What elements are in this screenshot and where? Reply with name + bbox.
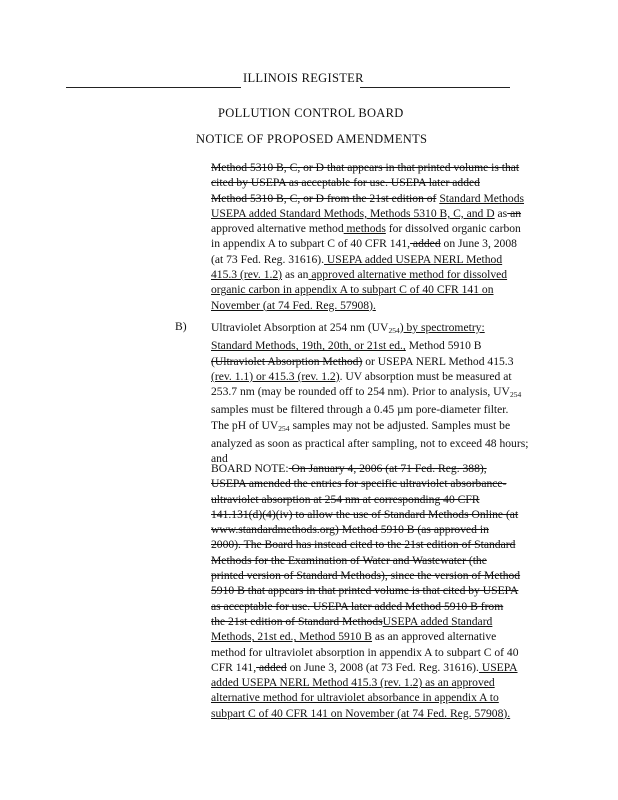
board-name: POLLUTION CONTROL BOARD bbox=[218, 106, 404, 120]
text-line: Methods, 21st ed., Method 5910 B as an approved alternative bbox=[211, 630, 497, 644]
text-line: in appendix A to subpart C of 40 CFR 141, added on June 3, 2008 bbox=[211, 237, 517, 251]
header-rule-left bbox=[66, 87, 241, 88]
text-line: as acceptable for use. USEPA later added Method 5910 B from bbox=[211, 599, 504, 613]
text-line: 253.7 nm (may be rounded off to 254 nm). Prior to analysis, $UV_{254}$ bbox=[211, 385, 522, 400]
paragraph-uv-absorption bbox=[211, 320, 541, 467]
text-line: subpart C of 40 CFR 141 on November (at 74 Fed. Reg. 57908). bbox=[211, 706, 511, 720]
text-line: organic carbon in appendix A to subpart C of 40 CFR 141 on bbox=[211, 283, 494, 297]
text-line: (Ultraviolet Absorption Method) or USEPA NERL Method 415.3 bbox=[211, 354, 514, 368]
board-note bbox=[211, 461, 541, 721]
item-label-b: B) bbox=[175, 320, 187, 333]
text-line: 141.131(d)(4)(iv) to allow the use of Standard Methods Online (at bbox=[211, 507, 519, 521]
text-line: added USEPA NERL Method 415.3 (rev. 1.2) as an approved bbox=[211, 676, 495, 690]
text-line: analyzed as soon as practical after sampling, not to exceed 48 hours; bbox=[211, 437, 529, 451]
text-line: approved alternative method methods for dissolved organic carbon bbox=[211, 222, 521, 236]
text-line: printed version of Standard Methods), since the version of Method bbox=[211, 569, 521, 583]
text-line: Ultraviolet Absorption at 254 nm $(UV_{254})$ by spectrometry: bbox=[211, 321, 485, 335]
text-line: cited by USEPA as acceptable for use. USEPA later added bbox=[211, 176, 480, 190]
text-line: Method 5310 B, C, or D from the 21st edition of Standard Methods bbox=[211, 191, 525, 205]
text-line: CFR 141, added on June 3, 2008 (at 73 Fed. Reg. 31616). USEPA bbox=[211, 660, 518, 674]
text-line: November (at 74 Fed. Reg. 57908). bbox=[211, 298, 376, 312]
text-line: Standard Methods, 19th, 20th, or 21st ed., Method 5910 B bbox=[211, 339, 482, 353]
text-line: method for ultraviolet absorption in appendix A to subpart C of 40 bbox=[211, 645, 519, 659]
text-line: BOARD NOTE: On January 4, 2006 (at 71 Fed. Reg. 388), bbox=[211, 462, 487, 475]
text-line: alternative method for ultraviolet absorbance in appendix A to bbox=[211, 691, 499, 705]
text-line: ultraviolet absorption at 254 nm at corresponding 40 CFR bbox=[211, 492, 480, 506]
text-line: samples must be filtered through a 0.45 µm pore-diameter filter. bbox=[211, 403, 509, 417]
header-rule-right bbox=[360, 87, 510, 88]
register-title: ILLINOIS REGISTER bbox=[243, 71, 364, 85]
text-line: 5910 B that appears in that printed volume is that cited by USEPA bbox=[211, 584, 519, 598]
paragraph-dissolved-organic-carbon bbox=[211, 160, 541, 313]
text-line: the 21st edition of Standard MethodsUSEPA added Standard bbox=[211, 614, 493, 628]
text-line: USEPA added Standard Methods, Methods 5310 B, C, and D as an bbox=[211, 206, 522, 220]
text-line: and bbox=[211, 452, 228, 466]
text-line: 415.3 (rev. 1.2) as an approved alternative method for dissolved bbox=[211, 268, 508, 282]
text-line: 2000). The Board has instead cited to the 21st edition of Standard bbox=[211, 538, 516, 552]
text-line: The pH of $UV_{254}$ samples may not be adjusted. Samples must be bbox=[211, 418, 511, 433]
text-line: (rev. 1.1) or 415.3 (rev. 1.2). UV absorption must be measured at bbox=[211, 369, 512, 383]
text-line: www.standardmethods.org) Method 5910 B (as approved in bbox=[211, 523, 489, 537]
text-line: Method 5310 B, C, or D that appears in that printed volume is that bbox=[211, 161, 520, 174]
text-line: USEPA amended the entries for specific ultraviolet absorbance- bbox=[211, 477, 507, 491]
text-line: (at 73 Fed. Reg. 31616). USEPA added USEPA NERL Method bbox=[211, 252, 503, 266]
notice-title: NOTICE OF PROPOSED AMENDMENTS bbox=[196, 132, 428, 146]
text-line: Methods for the Examination of Water and Wastewater (the bbox=[211, 553, 487, 567]
